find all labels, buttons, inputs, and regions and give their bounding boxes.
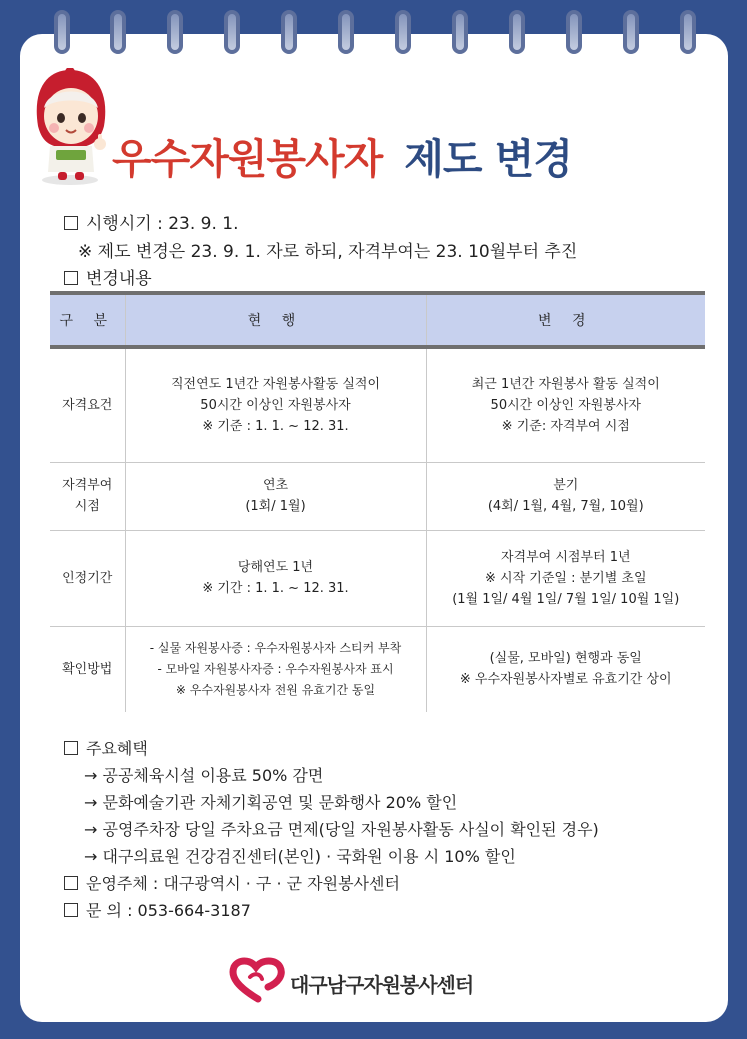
cell-line: ※ 우수자원봉사자별로 유효기간 상이 <box>459 672 672 688</box>
operator-text: 운영주체 : 대구광역시 · 구 · 군 자원봉사센터 <box>86 874 400 893</box>
row-label <box>50 462 125 530</box>
cell-line: ※ 기준: 자격부여 시점 <box>501 418 630 434</box>
cell-line: (4회/ 1월, 4월, 7월, 10월) <box>487 499 644 514</box>
cell-line: 당해연도 1년 <box>237 560 314 575</box>
changed-cell <box>426 462 705 530</box>
effective-date-text: 시행시기 : 23. 9. 1. <box>86 214 239 234</box>
row-label-line: 확인방법 <box>62 661 113 677</box>
binding-ring <box>452 10 468 54</box>
binding-ring <box>509 10 525 54</box>
header-changed: 변 경 <box>426 293 705 347</box>
row-label-line: 자격요건 <box>62 397 113 413</box>
changes-table <box>50 291 705 712</box>
table-row <box>50 347 705 462</box>
binding-ring <box>167 10 183 54</box>
center-logo <box>228 957 528 1007</box>
effective-date <box>64 209 239 234</box>
mascot-icon <box>30 68 112 186</box>
cell-line: ※ 기간 : 1. 1. ~ 12. 31. <box>202 581 349 596</box>
binding-ring <box>224 10 240 54</box>
table-row <box>50 626 705 712</box>
title-suffix: 제도 변경 <box>404 135 572 183</box>
changes-heading-text: 변경내용 <box>86 269 152 289</box>
header-current: 현 행 <box>125 293 426 347</box>
cell-line: (1회/ 1월) <box>245 499 306 514</box>
row-label-line: 시점 <box>74 499 100 514</box>
checkbox-icon <box>64 216 78 230</box>
checkbox-icon <box>64 876 78 890</box>
table-row <box>50 462 705 530</box>
benefits-heading-text: 주요혜택 <box>86 739 148 758</box>
operator-line <box>64 871 400 894</box>
binding-ring <box>110 10 126 54</box>
spiral-binding <box>0 0 747 70</box>
heart-logo-icon <box>228 957 288 1003</box>
benefit-item: → 공영주차장 당일 주차요금 면제(당일 자원봉사활동 사실이 확인된 경우) <box>84 820 599 839</box>
contact-text: 문 의 : 053-664-3187 <box>86 901 251 920</box>
cell-line: 50시간 이상인 자원봉사자 <box>200 397 351 413</box>
cell-line: ※ 기준 : 1. 1. ~ 12. 31. <box>202 418 349 434</box>
cell-line: ※ 우수자원봉사자 전원 유효기간 동일 <box>175 682 376 697</box>
binding-ring <box>623 10 639 54</box>
current-cell <box>125 462 426 530</box>
checkbox-icon <box>64 903 78 917</box>
changed-cell <box>426 530 705 626</box>
cell-line: (실물, 모바일) 현행과 동일 <box>489 651 642 667</box>
cell-line: 직전연도 1년간 자원봉사활동 실적이 <box>170 376 381 392</box>
cell-line: ※ 시작 기준일 : 분기별 초일 <box>484 570 647 586</box>
benefits-heading <box>64 736 148 759</box>
binding-ring <box>680 10 696 54</box>
current-cell <box>125 626 426 712</box>
title-highlight: 우수자원봉사자 <box>112 135 383 183</box>
cell-line: 최근 1년간 자원봉사 활동 실적이 <box>471 376 660 392</box>
benefit-item: → 공공체육시설 이용료 50% 감면 <box>84 766 324 785</box>
current-cell <box>125 530 426 626</box>
table-header-row <box>50 293 705 347</box>
row-label <box>50 530 125 626</box>
changed-cell <box>426 626 705 712</box>
effective-note: ※ 제도 변경은 23. 9. 1. 자로 하되, 자격부여는 23. 10월부터 추진 <box>78 242 578 262</box>
cell-line: - 모바일 자원봉사자증 : 우수자원봉사자 표시 <box>157 661 394 676</box>
binding-ring <box>281 10 297 54</box>
cell-line: 연초 <box>262 478 289 493</box>
binding-ring <box>54 10 70 54</box>
checkbox-icon <box>64 271 78 285</box>
cell-line: 자격부여 시점부터 1년 <box>500 549 631 565</box>
logo-text: 대구남구자원봉사센터 <box>290 973 474 997</box>
binding-ring <box>338 10 354 54</box>
checkbox-icon <box>64 741 78 755</box>
benefit-item: → 대구의료원 건강검진센터(본인) · 국화원 이용 시 10% 할인 <box>84 847 516 866</box>
contact-line <box>64 898 251 921</box>
cell-line: 분기 <box>553 478 579 493</box>
cell-line: - 실물 자원봉사증 : 우수자원봉사자 스티커 부착 <box>149 640 402 655</box>
table-row <box>50 530 705 626</box>
changed-cell <box>426 347 705 462</box>
row-label <box>50 626 125 712</box>
page-title <box>112 126 572 185</box>
row-label-line: 인정기간 <box>62 570 113 586</box>
binding-ring <box>566 10 582 54</box>
row-label <box>50 347 125 462</box>
current-cell <box>125 347 426 462</box>
changes-heading <box>64 264 152 289</box>
cell-line: 50시간 이상인 자원봉사자 <box>490 397 641 413</box>
row-label-line: 자격부여 <box>62 478 113 493</box>
binding-ring <box>395 10 411 54</box>
header-category: 구 분 <box>50 293 125 347</box>
benefit-item: → 문화예술기관 자체기획공연 및 문화행사 20% 할인 <box>84 793 458 812</box>
cell-line: (1월 1일/ 4월 1일/ 7월 1일/ 10월 1일) <box>452 591 680 607</box>
